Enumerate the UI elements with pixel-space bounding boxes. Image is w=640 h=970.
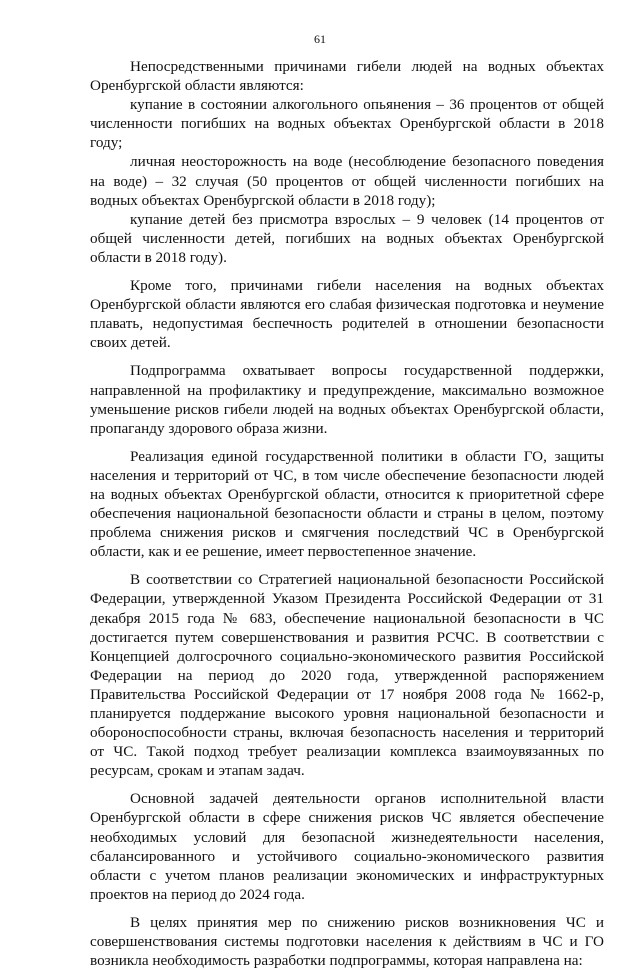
- page-number: 61: [314, 32, 326, 46]
- paragraph-alcohol: купание в состоянии алкогольного опьянения – 36 процентов от общей численности погибших на водных объектах Оренбургской области в 2018 году;: [90, 96, 604, 152]
- paragraph-additional-causes: Кроме того, причинами гибели населения на водных объектах Оренбургской области являются его слабая физическая подготовка и неумение плавать, недопустимая беспечность родителей в отношении безопасности своих детей.: [90, 277, 604, 352]
- paragraph-strategy: В соответствии со Стратегией национальной безопасности Российской Федерации, утвержденной Указом Президента Российской Федерации от 31 декабря 2015 года № 683, обеспечение национальной безопасности в ЧС достигается путем совершенствования и развития РСЧС. В соответствии с Концепцией долгосрочного социально-экономического развития Российской Федерации на период до 2020 года, утвержденной распоряжением Правительства Российской Федерации от 17 ноября 2008 года № 1662-р, планируется поддержание высокого уровня национальной безопасности и обороноспособности страны, включая безопасность населения и территорий от ЧС. Такой подход требует реализации комплекса взаимоувязанных по ресурсам, срокам и этапам задач.: [90, 571, 604, 780]
- paragraph-causes-intro: Непосредственными причинами гибели людей на водных объектах Оренбургской области являются:: [90, 58, 604, 95]
- document-body: [90, 57, 604, 970]
- paragraph-necessity: В целях принятия мер по снижению рисков возникновения ЧС и совершенствования системы подготовки населения к действиям в ЧС и ГО возникла необходимость разработки подпрограммы, которая направлена на:: [90, 913, 604, 970]
- paragraph-children: купание детей без присмотра взрослых – 9 человек (14 процентов от общей численности детей, погибших на водных объектах Оренбургской области в 2018 году).: [90, 210, 604, 266]
- paragraph-subprogram-scope: Подпрограмма охватывает вопросы государственной поддержки, направленной на профилактику и предупреждение, максимально возможное уменьшение рисков гибели людей на водных объектах Оренбургской области, пропаганду здорового образа жизни.: [90, 362, 604, 437]
- paragraph-carelessness: личная неосторожность на воде (несоблюдение безопасного поведения на воде) – 32 случая (50 процентов от общей численности погибших на водных объектах Оренбургской области в 2018 году);: [90, 153, 604, 209]
- paragraph-main-task: Основной задачей деятельности органов исполнительной власти Оренбургской области в сфере снижения рисков ЧС является обеспечение необходимых условий для безопасной жизнедеятельности населения, сбалансированного и устойчивого социально-экономического развития области с учетом планов реализации экономических и инфраструктурных проектов на период до 2024 года.: [90, 790, 604, 903]
- paragraph-state-policy: Реализация единой государственной политики в области ГО, защиты населения и территорий от ЧС, в том числе обеспечение безопасности людей на водных объектах Оренбургской области, относится к приоритетной сфере обеспечения национальной безопасности области и страны в целом, поэтому проблема снижения рисков и смягчения последствий ЧС в Оренбургской области, как и ее решение, имеет первостепенное значение.: [90, 447, 604, 561]
